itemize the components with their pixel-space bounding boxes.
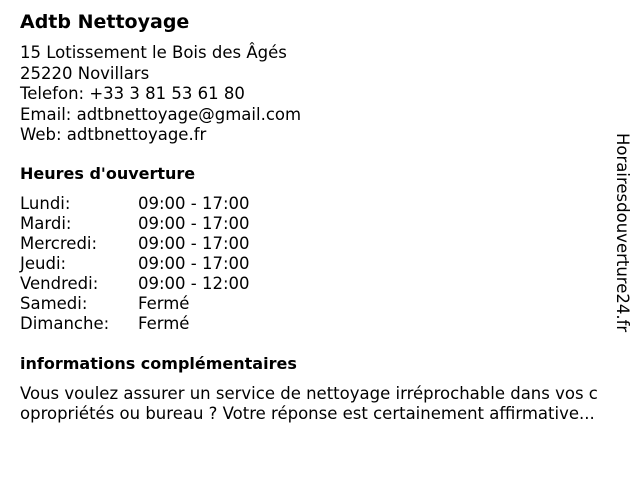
day-label: Dimanche:	[20, 314, 110, 333]
time-value: 09:00 - 17:00	[138, 214, 250, 233]
hours-row-monday	[20, 194, 280, 214]
day-label: Vendredi:	[20, 274, 99, 293]
day-label: Lundi:	[20, 194, 71, 213]
day-label: Samedi:	[20, 294, 88, 313]
web-line: Web: adtbnettoyage.fr	[20, 125, 207, 144]
address-line-1: 15 Lotissement le Bois des Âgés	[20, 43, 287, 62]
day-label: Jeudi:	[20, 254, 67, 273]
hours-row-saturday	[20, 294, 280, 314]
day-label: Mardi:	[20, 214, 72, 233]
time-value: 09:00 - 12:00	[138, 274, 250, 293]
opening-hours-heading: Heures d'ouverture	[20, 164, 196, 183]
hours-row-thursday	[20, 254, 280, 274]
time-value: 09:00 - 17:00	[138, 194, 250, 213]
additional-info-text	[20, 384, 630, 424]
business-name: Adtb Nettoyage	[20, 11, 190, 33]
additional-info-heading: informations complémentaires	[20, 354, 297, 373]
opening-hours-table	[20, 194, 280, 334]
description-line-2: opropriétés ou bureau ? Votre réponse est certainement affirmative...	[20, 404, 595, 423]
time-value: 09:00 - 17:00	[138, 234, 250, 253]
contact-block	[20, 43, 301, 146]
hours-row-friday	[20, 274, 280, 294]
hours-row-wednesday	[20, 234, 280, 254]
time-value: Fermé	[138, 314, 190, 333]
time-value: 09:00 - 17:00	[138, 254, 250, 273]
address-line-2: 25220 Novillars	[20, 63, 150, 83]
phone-line: Telefon: +33 3 81 53 61 80	[20, 84, 245, 103]
time-value: Fermé	[138, 294, 190, 313]
day-label: Mercredi:	[20, 234, 98, 253]
email-line: Email: adtbnettoyage@gmail.com	[20, 104, 302, 124]
hours-row-sunday	[20, 314, 280, 334]
description-line-1: Vous voulez assurer un service de nettoyage irréprochable dans vos c	[20, 384, 598, 403]
site-watermark: Horairesdouverture24.fr	[613, 133, 632, 333]
hours-row-tuesday	[20, 214, 280, 234]
